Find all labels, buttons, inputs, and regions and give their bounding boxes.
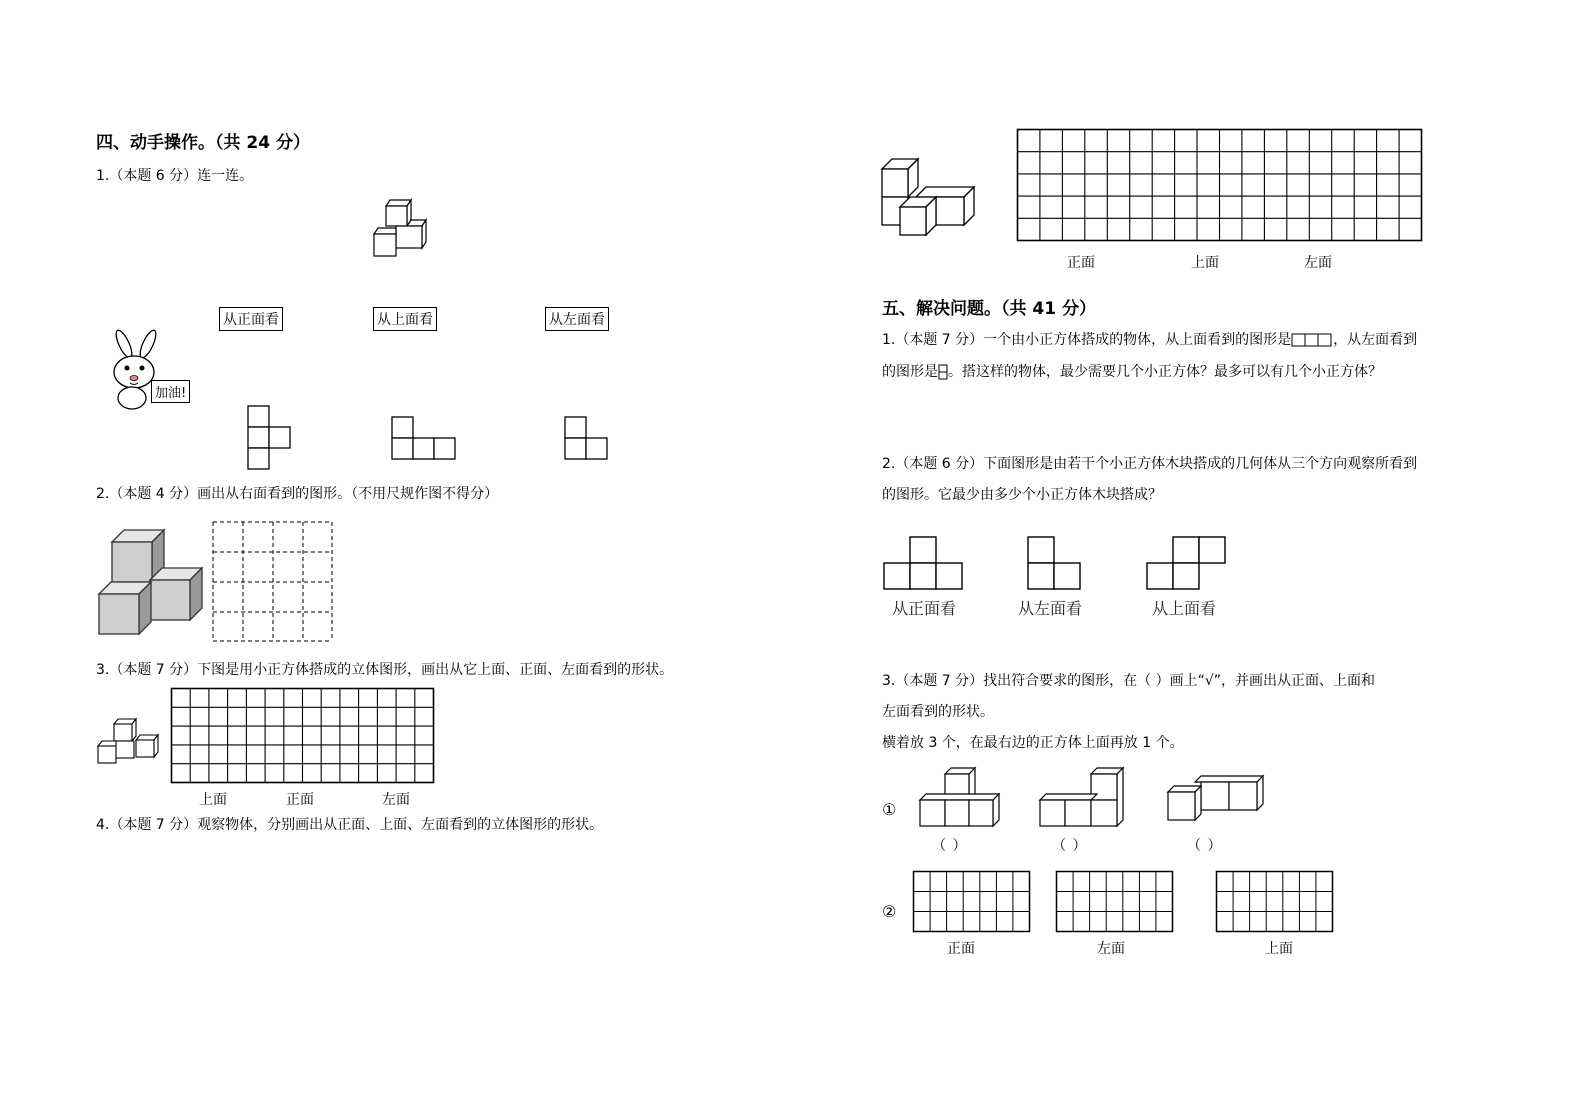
q5-1-text-a: 1.（本题 7 分）一个由小正方体搭成的物体，从上面看到的图形是 [882, 332, 1292, 348]
mark-circled-1: ① [882, 800, 897, 819]
gray-cube-figure [96, 528, 208, 638]
q5-2-label-top: 从上面看 [1152, 599, 1217, 618]
dashed-drawing-grid[interactable] [211, 520, 335, 644]
q5-1-text-c: 的图形是 [882, 364, 938, 380]
drawing-grid-q3[interactable] [170, 687, 436, 785]
q5-2-front-view [882, 535, 966, 591]
q5-2-label-front: 从正面看 [892, 599, 957, 618]
answer-paren-c[interactable]: （ ） [1187, 838, 1223, 854]
small-cube-figure [96, 716, 162, 764]
q4-label-top: 上面 [1191, 255, 1219, 271]
question-5-3-line-2: 左面看到的形状。 [882, 704, 994, 720]
question-4-2-text: 2.（本题 4 分）画出从右面看到的图形。（不用尺规作图不得分） [96, 486, 499, 502]
grid-label-left: 左面 [1097, 941, 1125, 957]
q3-label-front: 正面 [286, 792, 314, 808]
option-figure-a [917, 766, 1007, 830]
view-shape-1 [246, 404, 292, 470]
question-4-1-text: 1.（本题 6 分）连一连。 [96, 168, 254, 184]
label-left-view: 从左面看 [545, 307, 609, 331]
grid-front-view[interactable] [912, 870, 1032, 934]
cube-stack-figure [368, 196, 432, 262]
q3-label-left: 左面 [382, 792, 410, 808]
label-top-view: 从上面看 [373, 307, 437, 331]
q3-label-top: 上面 [199, 792, 227, 808]
label-front-view: 从正面看 [219, 307, 283, 331]
question-5-3-line-3: 横着放 3 个，在最右边的正方体上面再放 1 个。 [882, 735, 1184, 751]
view-shape-2 [390, 415, 456, 461]
q4-cube-figure [880, 157, 978, 239]
q5-1-text-b: ，从左面看到 [1333, 332, 1418, 348]
grid-top-view[interactable] [1215, 870, 1335, 934]
q5-1-text-d: 。搭这样的物体，最少需要几个小正方体？最多可以有几个小正方体？ [948, 364, 1382, 380]
question-4-4-text: 4.（本题 7 分）观察物体，分别画出从正面、上面、左面看到的立体图形的形状。 [96, 817, 604, 833]
drawing-grid-q4[interactable] [1016, 128, 1424, 244]
mark-circled-2: ② [882, 902, 897, 921]
question-4-3-text: 3.（本题 7 分）下图是用小正方体搭成的立体图形，画出从它上面、正面、左面看到的形状。 [96, 662, 674, 678]
question-5-1-line-2 [882, 362, 1382, 382]
answer-paren-a[interactable]: （ ） [932, 838, 968, 854]
question-5-3-line-1: 3.（本题 7 分）找出符合要求的图形，在（ ）画上“√”，并画出从正面、上面和 [882, 673, 1376, 689]
question-5-2-line-1: 2.（本题 6 分）下面图形是由若干个小正方体木块搭成的几何体从三个方向观察所看到 [882, 456, 1418, 472]
option-figure-c [1165, 774, 1265, 824]
q5-2-label-left: 从左面看 [1018, 599, 1083, 618]
question-5-1-line-1 [882, 330, 1417, 350]
cheer-bubble: 加油! [151, 380, 190, 403]
grid-left-view[interactable] [1055, 870, 1175, 934]
q5-2-top-view [1145, 535, 1229, 591]
grid-label-front: 正面 [947, 941, 975, 957]
q4-label-front: 正面 [1067, 255, 1095, 271]
two-square-inline-figure [938, 364, 948, 380]
question-5-2-line-2: 的图形。它最少由多少个小正方体木块搭成？ [882, 487, 1162, 503]
grid-label-top: 上面 [1265, 941, 1293, 957]
answer-paren-b[interactable]: （ ） [1052, 838, 1088, 854]
q5-2-left-view [1026, 535, 1084, 591]
q4-label-left: 左面 [1304, 255, 1332, 271]
section-5-title: 五、解决问题。（共 41 分） [882, 299, 1096, 319]
view-shape-3 [563, 415, 609, 461]
option-figure-b [1037, 766, 1131, 830]
three-square-inline-figure [1291, 333, 1333, 347]
section-4-title: 四、动手操作。（共 24 分） [96, 133, 310, 153]
